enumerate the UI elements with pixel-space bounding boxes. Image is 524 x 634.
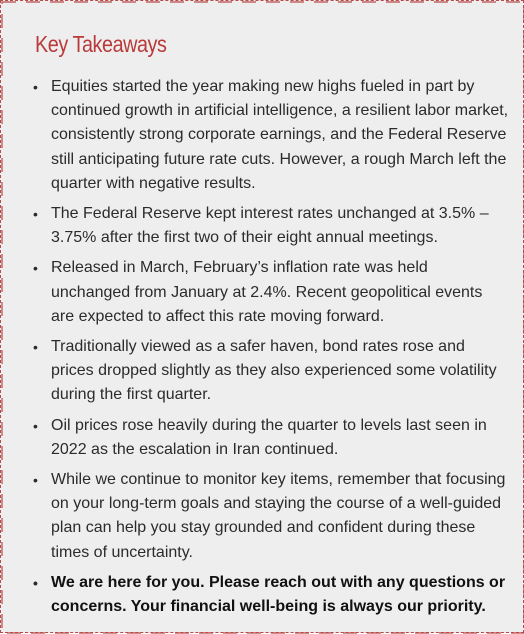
- list-item: [31, 468, 509, 565]
- panel-title: Key Takeaways: [35, 31, 167, 57]
- list-item: [31, 335, 509, 408]
- bullet-icon: •: [33, 79, 38, 95]
- list-item: [31, 75, 509, 196]
- list-item: [31, 256, 509, 329]
- list-item: [31, 202, 509, 250]
- list-item-text: While we continue to monitor key items, remember that focusing on your long-term goals and staying the course of a well-guided plan can help you stay grounded and confident during these times of uncertainty.: [51, 471, 506, 561]
- bullet-icon: •: [33, 574, 38, 591]
- list-item-text: Equities started the year making new highs fueled in part by continued growth in artificial intelligence, a resilient labor market, consistently strong corporate earnings, and the Federal Reserve still anticipating future rate cuts. However, a rough March left the quarter with negative results.: [51, 78, 509, 192]
- bullet-icon: •: [33, 339, 38, 356]
- list-item: [31, 414, 509, 462]
- list-item-text: We are here for you. Please reach out with any questions or concerns. Your financial well-being is always our priority.: [51, 573, 506, 616]
- bullet-icon: •: [33, 417, 38, 434]
- bullet-icon: •: [33, 472, 38, 489]
- bullet-icon: •: [33, 206, 38, 223]
- bullet-icon: •: [33, 260, 38, 277]
- list-item-closing: [31, 571, 509, 619]
- list-item-text: Released in March, February’s inflation rate was held unchanged from January at 2.4%. Recent geopolitical events are expected to affect this rate moving forward.: [51, 259, 483, 325]
- list-item-text: Oil prices rose heavily during the quarter to levels last seen in 2022 as the escalation in Iran continued.: [51, 416, 487, 458]
- list-item-text: The Federal Reserve kept interest rates unchanged at 3.5% – 3.75% after the first two of their eight annual meetings.: [51, 205, 489, 247]
- takeaways-list: [31, 75, 509, 625]
- list-item-text: Traditionally viewed as a safer haven, bond rates rose and prices dropped slightly as they also experienced some volatility during the first quarter.: [51, 338, 497, 404]
